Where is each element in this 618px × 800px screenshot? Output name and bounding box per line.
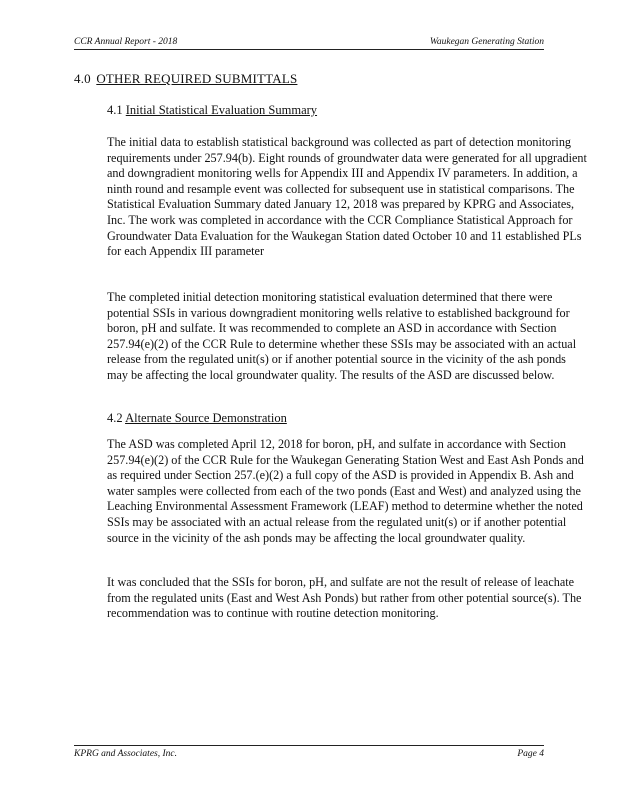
footer-company: KPRG and Associates, Inc. [74, 749, 177, 759]
header-report-title: CCR Annual Report - 2018 [74, 37, 178, 47]
subsection-number: 4.1 [107, 103, 123, 117]
paragraph-initial-data: The initial data to establish statistical background was collected as part of detection monitoring requirements under 257.94(b). Eight rounds of groundwater data were generated for all upgradient and downgradient monitoring wells for Appendix III and Appendix IV parameters. In addition, a ninth round and resample event was collected for subsequent use in statistical comparisons. The Statistical Evaluation Summary dated January 12, 2018 was prepared by KPRG and Associates, Inc. The work was completed in accordance with the CCR Compliance Statistical Approach for Groundwater Data Evaluation for the Waukegan Station dated October 10 and 11 established PLs for each Appendix III parameter [107, 135, 587, 259]
subsection-title: Alternate Source Demonstration [125, 411, 287, 425]
header-station-name: Waukegan Generating Station [429, 37, 544, 47]
section-number: 4.0 [74, 71, 91, 86]
running-header [74, 37, 544, 50]
subsection-heading-4-2 [107, 411, 287, 426]
subsection-heading-4-1 [107, 103, 317, 118]
section-heading [74, 71, 297, 87]
paragraph-asd-completed: The ASD was completed April 12, 2018 for boron, pH, and sulfate in accordance with Section 257.94(e)(2) of the CCR Rule for the Waukegan Generating Station West and East Ash Ponds and as required under Section 257.(e)(2) a full copy of the ASD is provided in Appendix B. Ash and water samples were collected from each of the two ponds (East and West) and analyzed using the Leaching Environmental Assessment Framework (LEAF) method to determine whether the noted SSIs may be associated with an actual release from the regulated unit(s) or if another potential source in the vicinity of the ash ponds may be affecting the local groundwater quality. [107, 437, 584, 545]
running-footer [74, 745, 544, 759]
subsection-title: Initial Statistical Evaluation Summary [125, 103, 318, 117]
paragraph-conclusion: It was concluded that the SSIs for boron, pH, and sulfate are not the result of release of leachate from the regulated units (East and West Ash Ponds) but rather from other potential source(s). The recommendation was to continue with routine detection monitoring. [107, 575, 582, 621]
section-title: OTHER REQUIRED SUBMITTALS [96, 71, 298, 86]
subsection-number: 4.2 [107, 411, 123, 425]
page-number: Page 4 [517, 749, 544, 759]
paragraph-evaluation-results: The completed initial detection monitoring statistical evaluation determined that there were potential SSIs in various downgradient monitoring wells relative to established background for boron, pH and sulfate. It was recommended to complete an ASD in accordance with Section 257.94(e)(2) of the CCR Rule to determine whether these SSIs may be associated with an actual release from the regulated unit(s) or if another potential source in the vicinity of the ash ponds may be affecting the local groundwater quality. The results of the ASD are discussed below. [107, 290, 577, 382]
